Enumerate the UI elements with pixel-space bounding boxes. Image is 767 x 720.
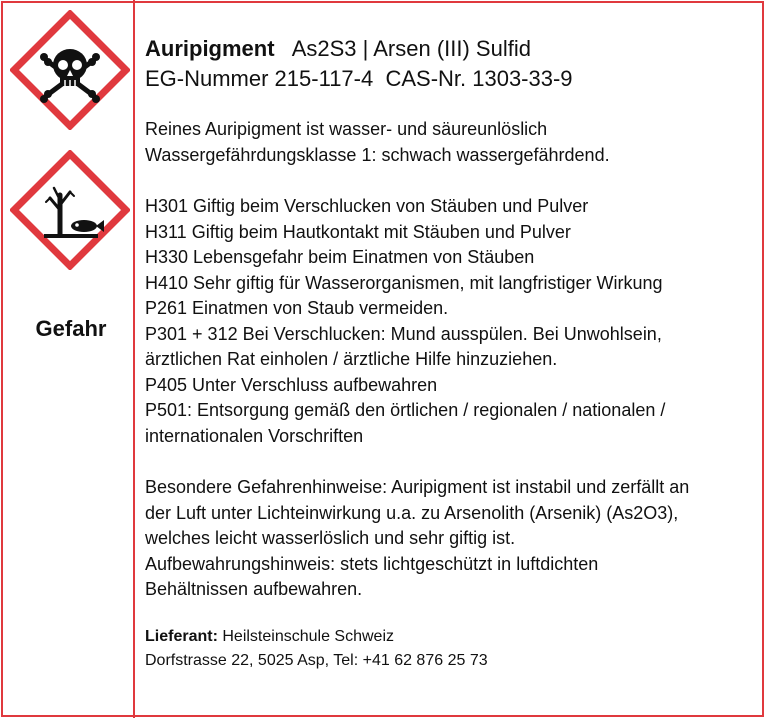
skull-crossbones-icon [10, 10, 130, 130]
supplier-block [145, 625, 755, 673]
special-line: Aufbewahrungshinweis: stets lichtgeschützt in luftdichten [145, 553, 599, 574]
substance-ids: EG-Nummer 215-117-4 CAS-Nr. 1303-33-9 [145, 66, 573, 91]
environment-hazard-icon [10, 150, 130, 270]
statement-line: H410 Sehr giftig für Wasserorganismen, mit langfristiger Wirkung [145, 272, 663, 293]
statement-line: internationalen Vorschriften [145, 425, 364, 446]
supplier-address: Dorfstrasse 22, 5025 Asp, Tel: +41 62 876 25 73 [145, 651, 488, 669]
statement-line: P261 Einatmen von Staub vermeiden. [145, 298, 449, 318]
supplier-name: Heilsteinschule Schweiz [222, 627, 394, 645]
statement-line: P501: Entsorgung gemäß den örtlichen / regionalen / nationalen / [145, 400, 666, 420]
intro-line: Reines Auripigment ist wasser- und säureunlöslich [145, 119, 548, 139]
statement-line: P405 Unter Verschluss aufbewahren [145, 374, 438, 395]
special-line: Besondere Gefahrenhinweise: Auripigment ist instabil und zerfällt an [145, 477, 690, 497]
statement-line: ärztlichen Rat einholen / ärztliche Hilfe hinzuziehen. [145, 349, 558, 369]
special-line: Behältnissen aufbewahren. [145, 579, 363, 599]
substance-name: Auripigment [145, 36, 275, 61]
substance-formula: As2S3 | Arsen (III) Sulfid [291, 36, 531, 61]
supplier-label: Lieferant: [145, 627, 218, 645]
statement-line: H330 Lebensgefahr beim Einatmen von Stäuben [145, 247, 535, 267]
statement-line: H301 Giftig beim Verschlucken von Stäuben und Pulver [145, 196, 589, 216]
intro-line: Wassergefährdungsklasse 1: schwach wassergefährdend. [145, 144, 610, 165]
label-content [145, 34, 755, 673]
signal-word: Gefahr [35, 316, 107, 341]
special-line: der Luft unter Lichteinwirkung u.a. zu Arsenolith (Arsenik) (As2O3), [145, 502, 679, 523]
column-divider [133, 0, 135, 718]
special-line: welches leicht wasserlöslich und sehr giftig ist. [145, 528, 516, 548]
statement-line: P301 + 312 Bei Verschlucken: Mund ausspülen. Bei Unwohlsein, [145, 323, 662, 344]
statement-line: H311 Giftig beim Hautkontakt mit Stäuben und Pulver [145, 221, 571, 242]
title-line-1 [145, 34, 755, 64]
